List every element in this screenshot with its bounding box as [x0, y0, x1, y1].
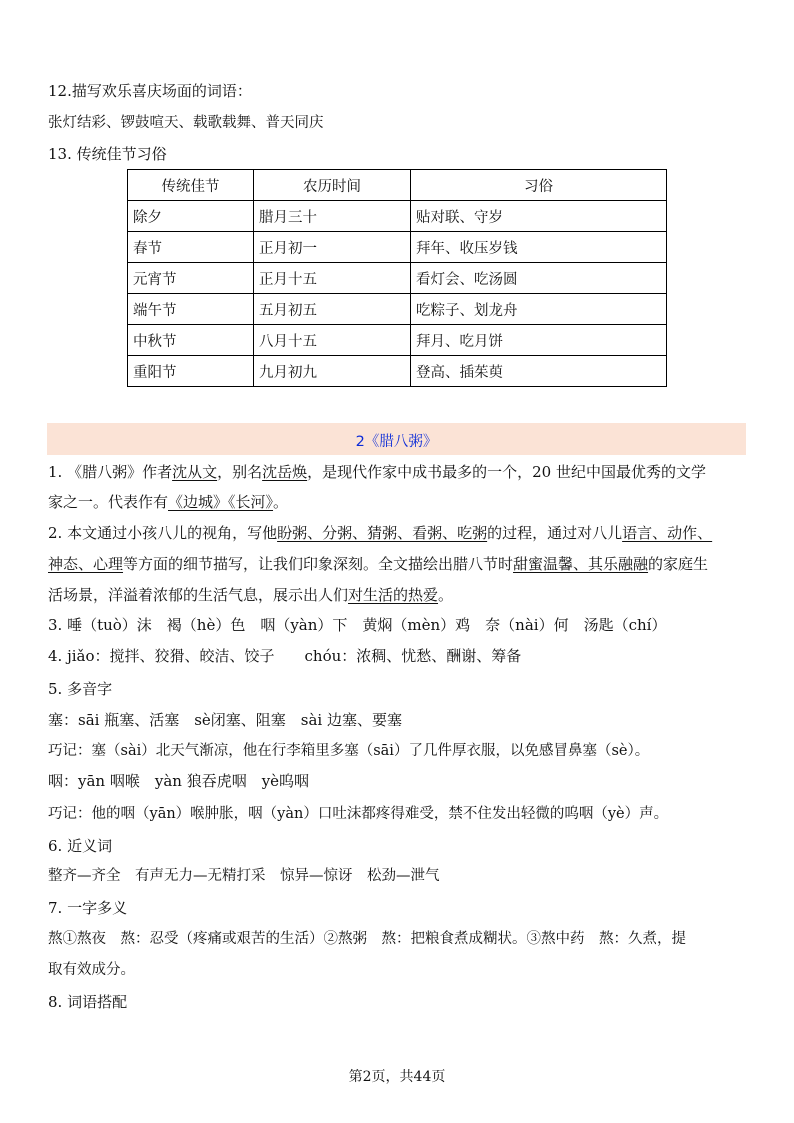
text-span: 。 [438, 586, 454, 604]
polyphone-sai-tip: 巧记：塞（sài）北天气渐凉，他在行李箱里多塞（sāi）了几件厚衣服，以免感冒鼻塞（sè）。 [48, 743, 650, 759]
jiao-words: 4. jiǎo：搅拌、狡猾、皎洁、饺子 [48, 647, 275, 665]
lunar-date-cell: 五月初五 [254, 294, 411, 325]
section-12-words: 张灯结彩、锣鼓喧天、载歌载舞、普天同庆 [48, 115, 324, 131]
chou-words: chóu：浓稠、忧愁、酬谢、筹备 [304, 647, 522, 665]
table-header-row [128, 170, 667, 201]
polyphone-sai: 塞：sāi 瓶塞、活塞 sè闭塞、阻塞 sài 边塞、要塞 [48, 711, 402, 729]
underlined-phrase: 语言、动作、 [622, 524, 713, 542]
page-footer: 第2页，共44页 [348, 1069, 446, 1085]
polysemy-line-2: 取有效成分。 [48, 962, 135, 978]
custom-cell: 拜年、收压岁钱 [411, 232, 667, 263]
paragraph-2-line-1 [48, 523, 712, 543]
underlined-phrase: 对生活的热爱 [348, 586, 439, 604]
lunar-date-cell: 八月十五 [254, 325, 411, 356]
underlined-phrase: 盼粥、分粥、猜粥、看粥、吃粥 [277, 524, 488, 542]
author-alias: 沈岳焕 [262, 463, 308, 481]
festival-table [127, 169, 667, 387]
custom-cell: 看灯会、吃汤圆 [411, 263, 667, 294]
festival-cell: 重阳节 [128, 356, 254, 387]
underlined-phrase: 甜蜜温馨、其乐融融 [513, 555, 649, 573]
representative-works: 《边城》《长河》 [168, 493, 274, 511]
column-header: 习俗 [411, 170, 667, 201]
section-13-title: 13. 传统佳节习俗 [48, 145, 167, 163]
festival-cell: 除夕 [128, 201, 254, 232]
table-row [128, 356, 667, 387]
section-8-title: 8. 词语搭配 [48, 993, 128, 1011]
text-span: 家之一。代表作有 [48, 493, 169, 511]
section-7-title: 7. 一字多义 [48, 899, 128, 917]
lesson-title: 2《腊八粥》 [355, 434, 438, 450]
text-span: ，别名 [217, 463, 263, 481]
polyphone-yan: 咽：yān 咽喉 yàn 狼吞虎咽 yè呜咽 [48, 772, 310, 790]
table-row [128, 232, 667, 263]
lesson-banner [47, 423, 746, 455]
author-name: 沈从文 [172, 463, 218, 481]
text-span: ，是现代作家中成书最多的一个，20 世纪中国最优秀的文学 [307, 463, 706, 481]
text-span: 的过程，通过对八儿 [487, 524, 623, 542]
table-row [128, 201, 667, 232]
text-span: 1. 《腊八粥》作者 [48, 463, 173, 481]
table-row [128, 263, 667, 294]
lunar-date-cell: 九月初九 [254, 356, 411, 387]
section-12-title: 12.描写欢乐喜庆场面的词语： [48, 82, 252, 100]
paragraph-1-line-1 [48, 462, 706, 482]
festival-cell: 元宵节 [128, 263, 254, 294]
festival-cell: 中秋节 [128, 325, 254, 356]
polyphone-yan-tip: 巧记：他的咽（yān）喉肿胀，咽（yàn）口吐沫都疼得难受，禁不住发出轻微的呜咽（yè）声。 [48, 806, 669, 822]
lunar-date-cell: 正月初一 [254, 232, 411, 263]
column-header: 农历时间 [254, 170, 411, 201]
text-span: 活场景，洋溢着浓郁的生活气息，展示出人们 [48, 586, 349, 604]
underlined-phrase: 神态、心理 [48, 555, 124, 573]
section-5-title: 5. 多音字 [48, 680, 113, 698]
custom-cell: 登高、插茱萸 [411, 356, 667, 387]
column-header: 传统佳节 [128, 170, 254, 201]
festival-cell: 端午节 [128, 294, 254, 325]
paragraph-2-line-2 [48, 554, 708, 574]
lunar-date-cell: 正月十五 [254, 263, 411, 294]
lunar-date-cell: 腊月三十 [254, 201, 411, 232]
polysemy-line-1: 熬①熬夜 熬：忍受（疼痛或艰苦的生活）②熬粥 熬：把粮食煮成糊状。③熬中药 熬：久煮，提 [48, 931, 686, 947]
table-row [128, 294, 667, 325]
paragraph-2-line-3 [48, 585, 453, 605]
custom-cell: 吃粽子、划龙舟 [411, 294, 667, 325]
table-row [128, 325, 667, 356]
festival-cell: 春节 [128, 232, 254, 263]
text-span: 2. 本文通过小孩八儿的视角，写他 [48, 524, 278, 542]
text-span: 。 [273, 493, 289, 511]
synonym-list: 整齐—齐全 有声无力—无精打采 惊异—惊讶 松劲—泄气 [48, 868, 440, 884]
text-span: 的家庭生 [648, 555, 709, 573]
custom-cell: 贴对联、守岁 [411, 201, 667, 232]
text-span: 等方面的细节描写，让我们印象深刻。全文描绘出腊八节时 [123, 555, 514, 573]
custom-cell: 拜月、吃月饼 [411, 325, 667, 356]
paragraph-1-line-2 [48, 492, 288, 512]
homophone-list [48, 646, 521, 666]
pronunciation-list: 3. 唾（tuò）沫 褐（hè）色 咽（yàn）下 黄焖（mèn）鸡 奈（nài）何 汤匙（chí） [48, 616, 667, 634]
section-6-title: 6. 近义词 [48, 837, 113, 855]
